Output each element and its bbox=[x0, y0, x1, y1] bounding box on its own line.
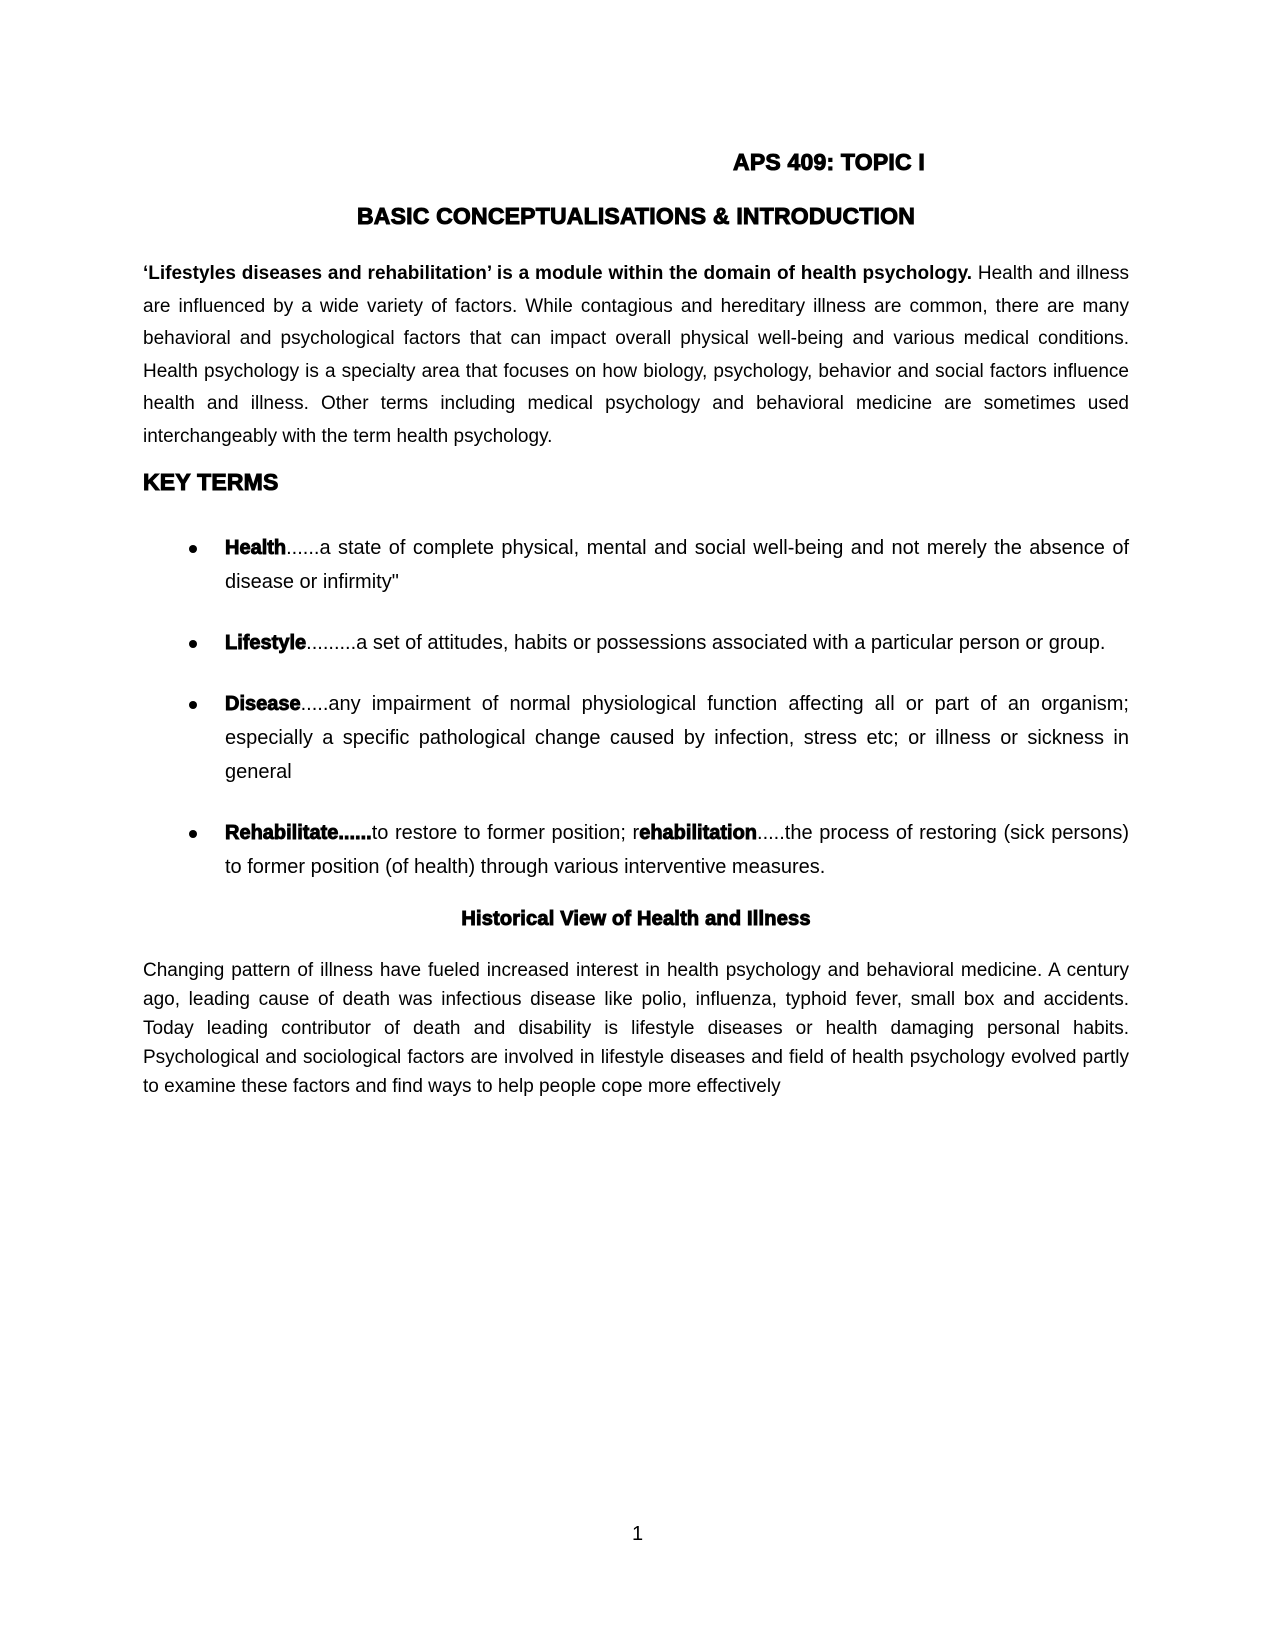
term-label: Health bbox=[225, 537, 287, 559]
intro-paragraph bbox=[143, 258, 1129, 453]
term-label: Disease bbox=[225, 693, 301, 715]
term-definition: .....the process of restoring (sick persons) to former position (of health) through various interventive measures. bbox=[225, 822, 1130, 878]
page-title: APS 409: TOPIC I bbox=[733, 149, 925, 175]
term-definition: .........a set of attitudes, habits or possessions associated with a particular person or group. bbox=[306, 632, 1106, 654]
term-definition: to restore to former position; r bbox=[371, 822, 640, 844]
intro-lead-sentence: ‘Lifestyles diseases and rehabilitation’ is a module within the domain of health psychology. bbox=[143, 263, 973, 284]
term-definition: .....any impairment of normal physiological function affecting all or part of an organism; especially a specific pathological change caused by infection, stress etc; or illness or sickness in general bbox=[225, 693, 1129, 783]
section-heading: Historical View of Health and Illness bbox=[461, 908, 811, 930]
doc-subtitle: BASIC CONCEPTUALISATIONS & INTRODUCTION bbox=[356, 203, 916, 229]
key-terms-list bbox=[143, 531, 1129, 884]
key-term-item bbox=[143, 687, 1129, 789]
key-terms-heading: KEY TERMS bbox=[143, 469, 279, 495]
key-term-item bbox=[143, 626, 1129, 660]
term-definition: ......a state of complete physical, mental and social well-being and not merely the absence of disease or infirmity" bbox=[225, 537, 1129, 593]
bullet-icon bbox=[189, 701, 197, 709]
bullet-icon bbox=[189, 640, 197, 648]
key-term-item bbox=[143, 531, 1129, 599]
history-paragraph: Changing pattern of illness have fueled increased interest in health psychology and behavioral medicine. A century ago, leading cause of death was infectious disease like polio, influenza, typhoid fever, small box and accidents. Today leading contributor of death and disability is lifestyle diseases or health damaging personal habits. Psychological and sociological factors are involved in lifestyle diseases and field of health psychology evolved partly to examine these factors and find ways to help people cope more effectively bbox=[143, 960, 1129, 1097]
bullet-icon bbox=[189, 830, 197, 838]
bullet-icon bbox=[189, 545, 197, 553]
key-term-item bbox=[143, 816, 1129, 884]
term-label: Rehabilitate...... bbox=[225, 822, 372, 844]
page-number: 1 bbox=[631, 1523, 644, 1545]
intro-body-text: Health and illness are influenced by a wide variety of factors. While contagious and hereditary illness are common, there are many behavioral and psychological factors that can impact overall physical well-being and various medical conditions. Health psychology is a specialty area that focuses on how biology, psychology, behavior and social factors influence health and illness. Other terms including medical psychology and behavioral medicine are sometimes used interchangeably with the term health psychology. bbox=[143, 263, 1130, 447]
term-label: Lifestyle bbox=[225, 632, 307, 654]
term-label: ehabilitation bbox=[639, 822, 758, 844]
